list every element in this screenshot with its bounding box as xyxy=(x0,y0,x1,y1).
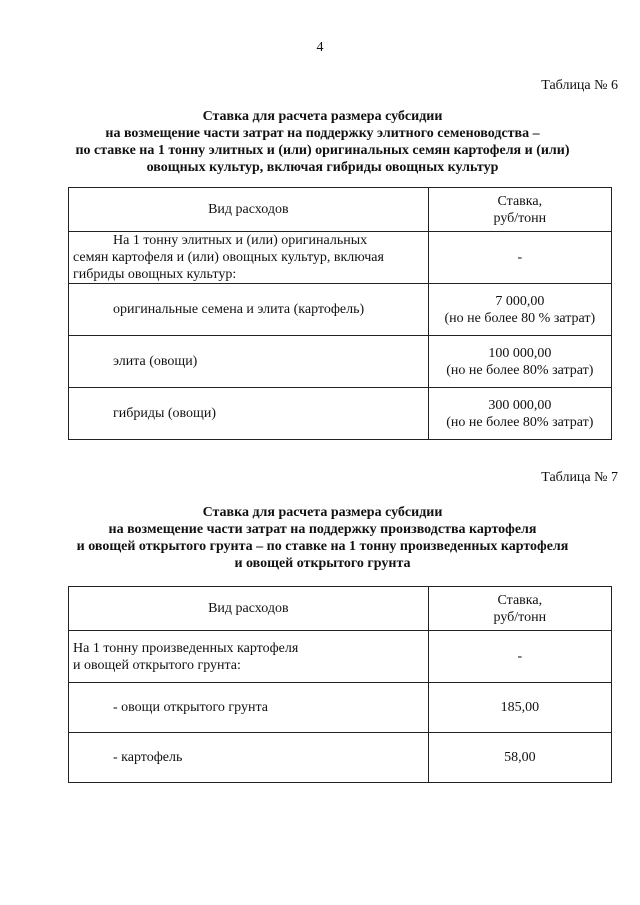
table-6-heading xyxy=(20,108,625,176)
row-label-line: и овощей открытого грунта: xyxy=(73,657,241,673)
header-rate-unit: руб/тонн xyxy=(493,210,547,226)
row-value-note: (но не более 80% затрат) xyxy=(446,362,594,378)
row-label-cell xyxy=(69,232,429,284)
table-6-label: Таблица № 6 xyxy=(541,78,618,93)
table-row xyxy=(69,284,612,336)
table-row xyxy=(69,683,612,733)
row-value-cell: 58,00 xyxy=(428,733,611,783)
row-label-cell xyxy=(69,631,429,683)
row-value-cell xyxy=(428,336,611,388)
row-label-cell: гибриды (овощи) xyxy=(69,388,429,440)
table-row xyxy=(69,631,612,683)
row-value-note: (но не более 80 % затрат) xyxy=(444,310,596,326)
header-cell-type: Вид расходов xyxy=(69,587,429,631)
row-label-line: На 1 тонну элитных и (или) оригинальных xyxy=(113,233,368,248)
heading-line: на возмещение части затрат на поддержку производства картофеля xyxy=(108,522,537,537)
row-value-amount: 300 000,00 xyxy=(488,397,552,413)
header-rate-unit: руб/тонн xyxy=(493,609,547,625)
heading-line: и овощей открытого грунта – по ставке на 1 тонну произведенных картофеля xyxy=(76,539,569,554)
table-row xyxy=(69,232,612,284)
table-header-row xyxy=(69,188,612,232)
table-row xyxy=(69,733,612,783)
heading-line: на возмещение части затрат на поддержку элитного семеноводства – xyxy=(105,126,540,141)
row-value-cell xyxy=(428,388,611,440)
row-value-note: (но не более 80% затрат) xyxy=(446,414,594,430)
table-7-label: Таблица № 7 xyxy=(541,470,618,485)
table-6 xyxy=(68,187,612,440)
heading-line: Ставка для расчета размера субсидии xyxy=(202,505,443,520)
table-header-row xyxy=(69,587,612,631)
page-number: 4 xyxy=(316,40,324,55)
header-rate-line: Ставка, xyxy=(497,193,543,209)
header-rate-line: Ставка, xyxy=(497,592,543,608)
table-7 xyxy=(68,586,612,783)
row-value-cell: 185,00 xyxy=(428,683,611,733)
row-value-cell xyxy=(428,284,611,336)
header-cell-rate xyxy=(428,587,611,631)
row-label-line: семян картофеля и (или) овощных культур, включая xyxy=(73,250,384,265)
heading-line: овощных культур, включая гибриды овощных культур xyxy=(146,160,499,175)
heading-line: и овощей открытого грунта xyxy=(234,556,411,571)
header-cell-rate xyxy=(428,188,611,232)
table-7-heading xyxy=(20,504,625,572)
table-row xyxy=(69,388,612,440)
row-label-cell: оригинальные семена и элита (картофель) xyxy=(69,284,429,336)
row-value-amount: 7 000,00 xyxy=(495,293,545,309)
row-label-cell: - овощи открытого грунта xyxy=(69,683,429,733)
row-value-cell: - xyxy=(428,631,611,683)
header-cell-type: Вид расходов xyxy=(69,188,429,232)
heading-line: Ставка для расчета размера субсидии xyxy=(202,109,443,124)
row-label-cell: - картофель xyxy=(69,733,429,783)
row-value-amount: 100 000,00 xyxy=(488,345,552,361)
row-label-line: На 1 тонну произведенных картофеля xyxy=(73,640,299,656)
heading-line: по ставке на 1 тонну элитных и (или) оригинальных семян картофеля и (или) xyxy=(75,143,570,158)
row-value-cell: - xyxy=(428,232,611,284)
row-label-cell: элита (овощи) xyxy=(69,336,429,388)
row-label-line: гибриды овощных культур: xyxy=(73,267,237,282)
table-row xyxy=(69,336,612,388)
